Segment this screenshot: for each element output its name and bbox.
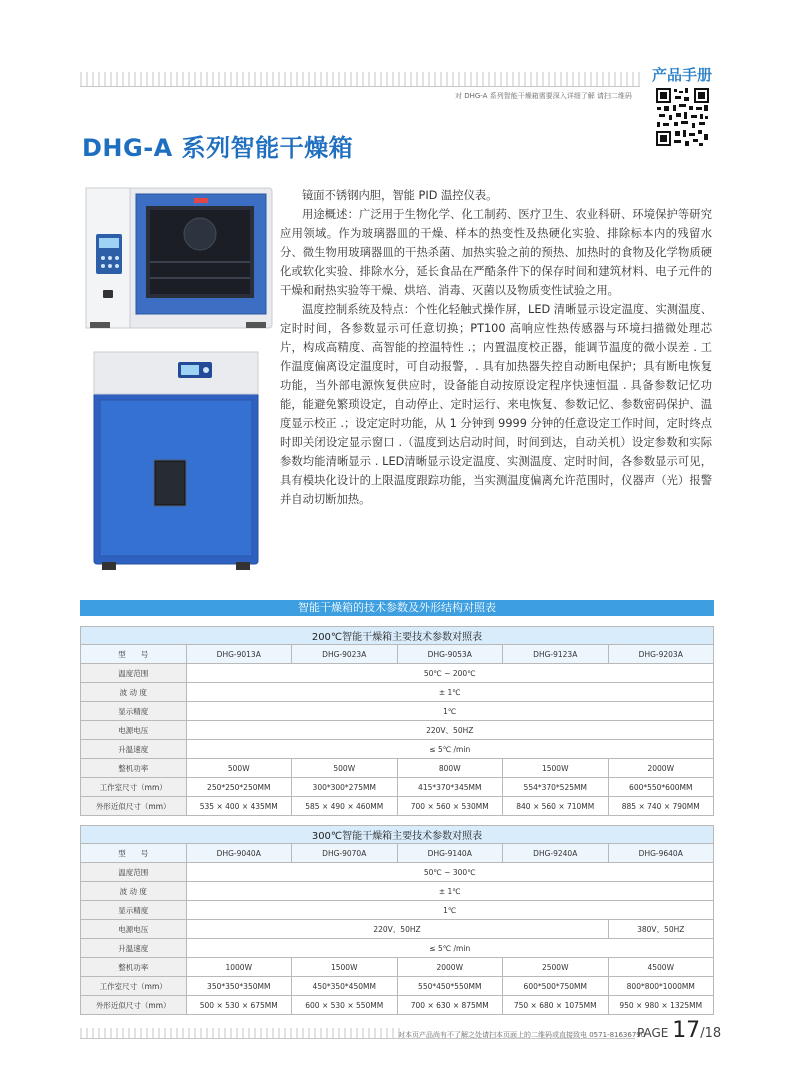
row-label: 显示精度 xyxy=(81,901,187,920)
table-cell: 950 × 980 × 1325MM xyxy=(608,996,714,1015)
model-cell: DHG-9023A xyxy=(292,645,398,664)
model-cell: DHG-9203A xyxy=(608,645,714,664)
model-cell: DHG-9123A xyxy=(503,645,609,664)
model-cell: DHG-9053A xyxy=(397,645,503,664)
row-label: 温度范围 xyxy=(81,863,187,882)
table-cell: 840 × 560 × 710MM xyxy=(503,797,609,816)
table-row xyxy=(81,844,714,863)
table-cell: 380V、50HZ xyxy=(608,920,714,939)
footer-note: 对本页产品尚有不了解之处请扫本页面上的二维码或直接致电 0571-81636790 xyxy=(398,1031,646,1039)
table-cell: 600*550*600MM xyxy=(608,778,714,797)
table-cell: 700 × 560 × 530MM xyxy=(397,797,503,816)
table-cell: 550*450*550MM xyxy=(397,977,503,996)
table-cell: 1000W xyxy=(186,958,292,977)
table-row xyxy=(81,958,714,977)
table-caption: 300℃智能干燥箱主要技术参数对照表 xyxy=(81,826,714,844)
table-row xyxy=(81,721,714,740)
row-label: 外形近似尺寸（mm） xyxy=(81,996,187,1015)
row-label: 显示精度 xyxy=(81,702,187,721)
section-title: 智能干燥箱的技术参数及外形结构对照表 xyxy=(80,600,714,616)
description-intro: 镜面不锈钢内胆，智能 PID 温控仪表。 xyxy=(302,189,498,202)
table-cell: 50℃ ~ 300℃ xyxy=(186,863,714,882)
table-cell: 2500W xyxy=(503,958,609,977)
product-description xyxy=(280,186,712,509)
page-number xyxy=(637,1018,721,1043)
table-row xyxy=(81,683,714,702)
table-row xyxy=(81,664,714,683)
table-row xyxy=(81,996,714,1015)
table-cell: ≤ 5℃ /min xyxy=(186,939,714,958)
total-pages: /18 xyxy=(700,1026,722,1041)
model-cell: DHG-9013A xyxy=(186,645,292,664)
table-cell: 1500W xyxy=(292,958,398,977)
row-label: 型 号 xyxy=(81,844,187,863)
vertical-oven-image xyxy=(90,348,262,574)
model-cell: DHG-9070A xyxy=(292,844,398,863)
table-caption: 200℃智能干燥箱主要技术参数对照表 xyxy=(81,627,714,645)
model-cell: DHG-9640A xyxy=(608,844,714,863)
row-label: 升温速度 xyxy=(81,740,187,759)
row-label: 电源电压 xyxy=(81,920,187,939)
table-cell: ± 1℃ xyxy=(186,683,714,702)
table-cell: 600 × 530 × 550MM xyxy=(292,996,398,1015)
row-label: 波 动 度 xyxy=(81,683,187,702)
table-cell: 2000W xyxy=(608,759,714,778)
table-cell: 350*350*350MM xyxy=(186,977,292,996)
model-cell: DHG-9040A xyxy=(186,844,292,863)
table-cell: 500 × 530 × 675MM xyxy=(186,996,292,1015)
table-row xyxy=(81,863,714,882)
row-label: 型 号 xyxy=(81,645,187,664)
table-row xyxy=(81,797,714,816)
table-row xyxy=(81,778,714,797)
table-cell: 415*370*345MM xyxy=(397,778,503,797)
table-cell: 1℃ xyxy=(186,901,714,920)
qr-code-icon[interactable] xyxy=(655,86,710,148)
header-note: 对 DHG-A 系列智能干燥箱需要深入详细了解 请扫二维码 xyxy=(455,92,632,100)
row-label: 工作室尺寸（mm） xyxy=(81,977,187,996)
table-cell: 500W xyxy=(186,759,292,778)
table-cell: 450*350*450MM xyxy=(292,977,398,996)
row-label: 电源电压 xyxy=(81,721,187,740)
table-cell: 535 × 400 × 435MM xyxy=(186,797,292,816)
row-label: 整机功率 xyxy=(81,958,187,977)
table-cell: 600*500*750MM xyxy=(503,977,609,996)
row-label: 外形近似尺寸（mm） xyxy=(81,797,187,816)
table-cell: 2000W xyxy=(397,958,503,977)
desktop-oven-image xyxy=(84,186,274,332)
table-cell: 554*370*525MM xyxy=(503,778,609,797)
table-cell: 220V、50HZ xyxy=(186,721,714,740)
table-row xyxy=(81,920,714,939)
spec-table-300 xyxy=(80,825,714,1015)
table-cell: ± 1℃ xyxy=(186,882,714,901)
row-label: 升温速度 xyxy=(81,939,187,958)
table-cell: ≤ 5℃ /min xyxy=(186,740,714,759)
table-row xyxy=(81,939,714,958)
table-row xyxy=(81,882,714,901)
table-row xyxy=(81,759,714,778)
table-cell: 250*250*250MM xyxy=(186,778,292,797)
page-title: DHG-A 系列智能干燥箱 xyxy=(82,134,354,162)
row-label: 工作室尺寸（mm） xyxy=(81,778,187,797)
current-page: 17 xyxy=(672,1018,701,1043)
table-cell: 800W xyxy=(397,759,503,778)
spec-table-200 xyxy=(80,626,714,816)
table-cell: 750 × 680 × 1075MM xyxy=(503,996,609,1015)
model-cell: DHG-9140A xyxy=(397,844,503,863)
row-label: 波 动 度 xyxy=(81,882,187,901)
header-rule xyxy=(80,86,640,87)
table-row xyxy=(81,702,714,721)
table-cell: 885 × 740 × 790MM xyxy=(608,797,714,816)
table-row xyxy=(81,901,714,920)
table-cell: 585 × 490 × 460MM xyxy=(292,797,398,816)
table-cell: 700 × 630 × 875MM xyxy=(397,996,503,1015)
page-label: PAGE xyxy=(637,1026,669,1040)
description-features: 温度控制系统及特点：个性化轻触式操作屏，LED 清晰显示设定温度、实测温度、定时时间，各参数显示可任意切换；PT100 高响应性热传感器与环境扫描微处理芯片，构成高精度、高智能的控温特性 .；内置温度校正器，能调节温度的微小误差 . 工作温度偏离设定温度时，可自动报警，. 具有加热器失控自动断电保护；具有断电恢复功能，当外部电源恢复供应时，设备能自动按原设定程序快速恒温 . 具备参数记忆功能，能避免繁琐设定，自动停止、定时运行、来电恢复、参数记忆、参数密码保护、温度显示校正 .；设定定时功能，从 1 分钟到 9999 分钟的任意设定工作时间，定时终点时即关闭设定显示窗口 .（温度到达启动时间，时间到达，自动关机）设定参数和实际参数均能清晰显示 . LED清晰显示设定温度、实测温度、定时时间，各参数显示可见，具有模块化设计的上限温度跟踪功能，当实测温度偏离允许范围时，仪器声（光）报警并自动切断加热。 xyxy=(280,303,712,506)
row-label: 温度范围 xyxy=(81,664,187,683)
table-cell: 800*800*1000MM xyxy=(608,977,714,996)
table-cell: 4500W xyxy=(608,958,714,977)
table-cell: 220V、50HZ xyxy=(186,920,608,939)
table-cell: 500W xyxy=(292,759,398,778)
table-cell: 50℃ ~ 200℃ xyxy=(186,664,714,683)
footer-decoration xyxy=(80,1028,400,1038)
table-row xyxy=(81,977,714,996)
description-usage: 用途概述：广泛用于生物化学、化工制药、医疗卫生、农业科研、环境保护等研究应用领域。作为玻璃器皿的干燥、样本的热变性及热硬化实验、排除标本内的残留水分、微生物用玻璃器皿的干热杀菌、加热实验之前的预热、加热时的食物及化学物质硬化或软化实验、排除水分，延长食品在严酷条件下的保存时间和建筑材料、电子元件的干燥和耐热实验等干燥、烘培、消毒、灭菌以及物质变性试验之用。 xyxy=(280,208,712,297)
row-label: 整机功率 xyxy=(81,759,187,778)
table-row xyxy=(81,645,714,664)
table-cell: 1500W xyxy=(503,759,609,778)
table-cell: 1℃ xyxy=(186,702,714,721)
header-title: 产品手册 xyxy=(652,66,713,84)
model-cell: DHG-9240A xyxy=(503,844,609,863)
table-cell: 300*300*275MM xyxy=(292,778,398,797)
table-row xyxy=(81,740,714,759)
header-decoration xyxy=(80,72,640,86)
